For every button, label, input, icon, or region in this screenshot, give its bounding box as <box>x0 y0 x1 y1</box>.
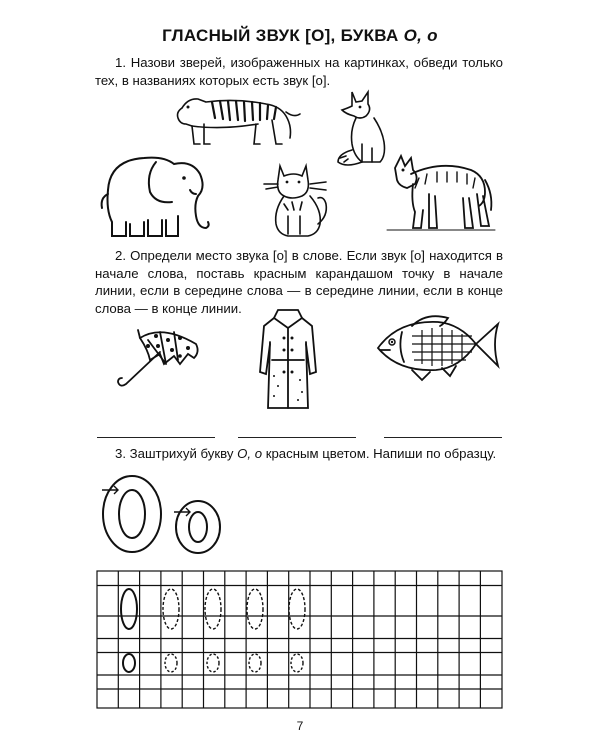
cat-picture <box>262 158 332 238</box>
tiger-picture <box>168 90 303 150</box>
trace-small-o[interactable] <box>291 654 303 672</box>
outline-small-o[interactable] <box>174 501 220 553</box>
outline-letters[interactable] <box>98 472 228 556</box>
page-title <box>0 26 600 46</box>
trace-small-o[interactable] <box>249 654 261 672</box>
trace-small-o[interactable] <box>165 654 177 672</box>
sample-capital-o <box>121 589 137 629</box>
title-main: ГЛАСНЫЙ ЗВУК [О], БУКВА <box>162 26 404 45</box>
title-letters: О, о <box>403 26 438 45</box>
elephant-picture <box>94 150 212 242</box>
task-3-text <box>95 445 515 463</box>
umbrella-picture <box>110 318 202 396</box>
fish-picture <box>372 312 502 384</box>
task-3-text-before: 3. Заштрихуй букву <box>115 446 238 461</box>
task-1-text: 1. Назови зверей, изображенных на картинках, обведи только тех, в названиях которых есть звук [о]. <box>95 55 503 88</box>
trace-capital-o[interactable] <box>289 589 305 629</box>
trace-small-o[interactable] <box>207 654 219 672</box>
answer-line-fish[interactable] <box>384 437 502 438</box>
coat-picture <box>258 306 318 412</box>
trace-capital-o[interactable] <box>163 589 179 629</box>
trace-capital-o[interactable] <box>247 589 263 629</box>
writing-grid[interactable] <box>97 571 502 709</box>
answer-line-umbrella[interactable] <box>97 437 215 438</box>
wolf-picture <box>385 150 495 235</box>
outline-capital-o[interactable] <box>102 476 161 552</box>
task-3-letters: О, о <box>237 446 263 461</box>
trace-capital-o[interactable] <box>205 589 221 629</box>
answer-line-coat[interactable] <box>238 437 356 438</box>
sample-small-o <box>123 654 135 672</box>
task-2-text: 2. Определи место звука [о] в слове. Если звук [о] находится в начале слова, поставь красным карандашом точку в начале линии, если в середине слова — в середине линии, если в конце слова — в конце линии. <box>95 248 503 316</box>
page-number: 7 <box>296 719 304 733</box>
task-3-text-after: красным цветом. Напиши по образцу. <box>262 446 497 461</box>
